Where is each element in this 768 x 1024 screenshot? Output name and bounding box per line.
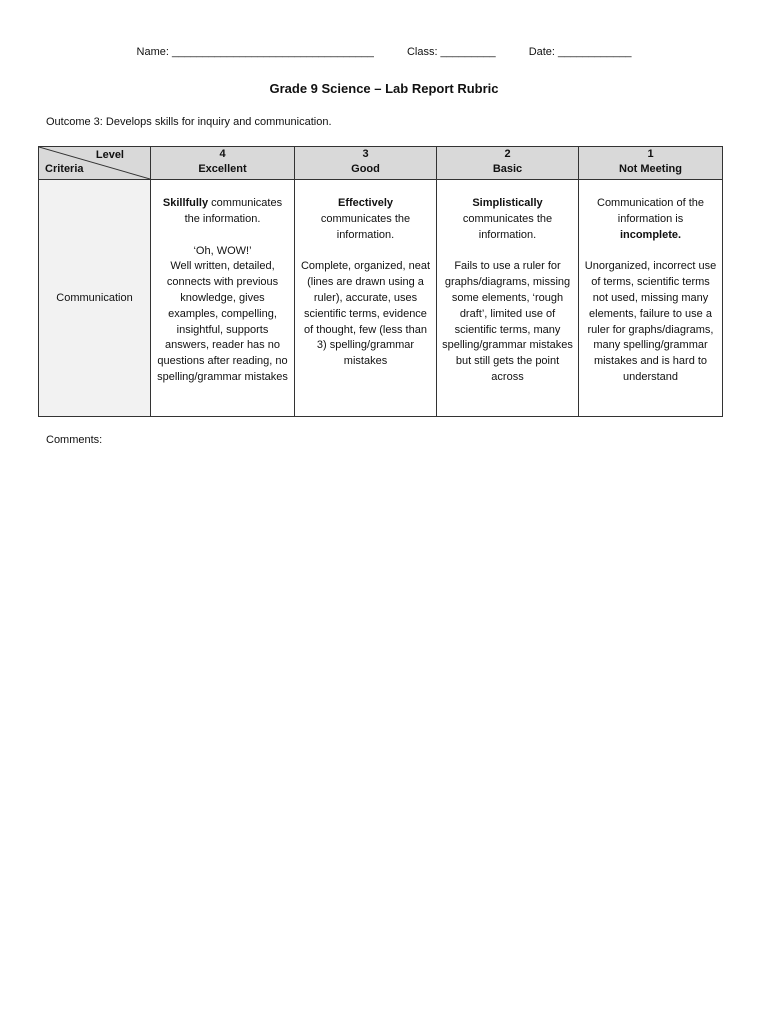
comments-label: Comments:: [46, 434, 103, 446]
good-keyword: Effectively: [337, 197, 394, 209]
excellent-keyword: Skillfully: [162, 197, 209, 209]
good-cell: [295, 180, 437, 417]
excellent-summary: [155, 196, 290, 228]
level-number: 3: [362, 148, 369, 160]
level-name: Basic: [492, 163, 523, 175]
level-name: Not Meeting: [619, 163, 682, 175]
good-summary-rest: communicates the information.: [320, 212, 411, 241]
excellent-detail: Well written, detailed, connects with previous knowledge, gives examples, compelling, insightful, supports answers, reader has no questions after reading, no spelling/grammar mistakes: [157, 260, 288, 383]
rubric-table: [38, 146, 723, 417]
excellent-quote: ‘Oh, WOW!’: [193, 244, 252, 257]
level-label: Level: [95, 149, 124, 161]
class-field[interactable]: Class: _________: [406, 46, 496, 58]
basic-cell: [437, 180, 579, 417]
criteria-cell: Communication: [39, 180, 151, 417]
level-3-header: [295, 147, 437, 180]
excellent-cell: [151, 180, 295, 417]
not-meeting-cell: [579, 180, 723, 417]
level-number: 2: [504, 148, 511, 160]
excellent-summary-rest: communicates the information.: [184, 197, 283, 225]
basic-summary-rest: communicates the information.: [462, 212, 553, 241]
header-fields: [0, 46, 768, 58]
header-row: [39, 147, 723, 180]
page-title: Grade 9 Science – Lab Report Rubric: [269, 81, 499, 96]
good-detail: Complete, organized, neat (lines are drawn using a ruler), accurate, uses scientific terms, evidence of thought, few (less than 3) spelling/grammar mistakes: [300, 260, 431, 368]
date-field[interactable]: Date: ____________: [528, 46, 632, 58]
level-name: Excellent: [198, 163, 247, 175]
level-4-header: [151, 147, 295, 180]
level-2-header: [437, 147, 579, 180]
not-meeting-detail: Unorganized, incorrect use of terms, scientific terms not used, missing many elements, failure to use a ruler for graphs/diagrams, many spelling/grammar mistakes and is hard to understand: [584, 260, 717, 383]
level-1-header: [579, 147, 723, 180]
not-meeting-keyword: incomplete.: [619, 228, 682, 241]
corner-cell: [39, 147, 151, 180]
level-number: 4: [219, 148, 226, 160]
not-meeting-lead: Communication of the information is: [597, 197, 704, 225]
communication-row: [39, 180, 723, 417]
basic-detail: Fails to use a ruler for graphs/diagrams, missing some elements, ‘rough draft’, limited use of scientific terms, many spelling/grammar mistakes but still gets the point across: [442, 260, 573, 383]
level-number: 1: [647, 148, 654, 160]
criteria-label: Criteria: [45, 163, 84, 175]
name-field[interactable]: Name: _________________________________: [136, 46, 374, 58]
basic-keyword: Simplistically: [472, 197, 543, 209]
outcome-text: Outcome 3: Develops skills for inquiry and communication.: [46, 116, 332, 128]
level-name: Good: [351, 163, 380, 175]
